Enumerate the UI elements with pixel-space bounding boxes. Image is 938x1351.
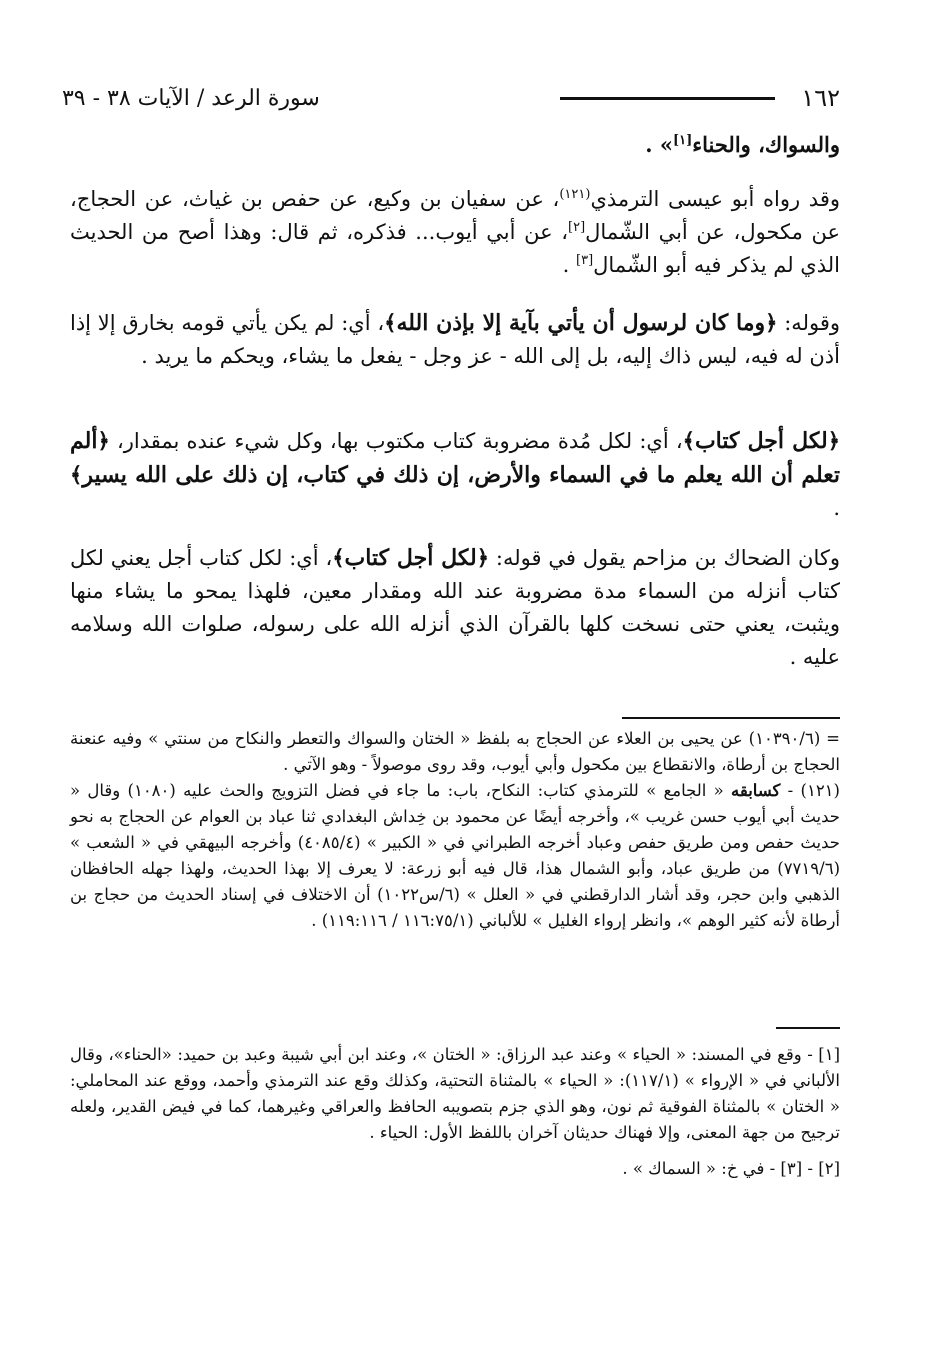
paragraph-2	[70, 306, 840, 373]
quran-close-bracket-icon: ﴾	[332, 545, 345, 570]
quran-quote: لكل أجل كتاب	[344, 545, 477, 571]
p1-text-a: وقد رواه أبو عيسى الترمذي	[590, 187, 840, 211]
footnotes-continued	[70, 726, 840, 934]
quran-quote: وما كان لرسول أن يأتي بآية إلا بإذن الله	[396, 310, 766, 336]
paragraph-0	[70, 128, 840, 161]
p0-text: والسواك، والحناء	[692, 132, 840, 157]
p4-rest: ، أي: لكل كتاب أجل يعني لكل كتاب أنزله من السماء مدة مضروبة عند الله ومقدار معين، فلهذا يمحو ما يشاء منها ويثبت، يعني حتى نسخت كلها بالقرآن الذي أنزله الله على رسوله، صلوات الله وسلامه عليه .	[70, 546, 840, 669]
p4-lead: وكان الضحاك بن مزاحم يقول في قوله:	[489, 546, 841, 570]
p2-lead: وقوله:	[777, 311, 840, 335]
footnote-divider-bottom	[776, 1027, 840, 1029]
footnote-ref-1[interactable]: [١]	[672, 133, 693, 148]
footnote-121-keyword: كسابقه	[731, 781, 781, 800]
quran-close-bracket-icon: ﴾	[682, 428, 695, 453]
quran-close-bracket-icon: ﴾	[70, 462, 83, 487]
p1-text-b: ، عن سفيان بن وكيع، عن حفص بن غياث، عن الحجاج، عن مكحول، عن أبي الشّمال	[70, 187, 840, 244]
quran-open-bracket-icon: ﴿	[97, 428, 110, 453]
footnote-ref-2[interactable]: [٢]	[568, 220, 586, 235]
quran-open-bracket-icon: ﴿	[476, 545, 489, 570]
p3-mid: ، أي: لكل مُدة مضروبة كتاب مكتوب بها، وكل شيء عنده بمقدار،	[109, 429, 683, 453]
page-header	[62, 78, 840, 118]
page-number: ١٦٢	[801, 84, 840, 112]
paragraph-1	[70, 183, 840, 282]
footnote-divider-top	[622, 717, 840, 719]
editor-notes	[70, 1042, 840, 1182]
p2-rest: ، أي: لم يكن يأتي قومه بخارق إلا إذا أذن له فيه، ليس ذاك إليه، بل إلى الله - عز وجل - يفعل ما يشاء، ويحكم ما يريد .	[70, 311, 840, 368]
p1-text-c: ، عن أبي أيوب... فذكره، ثم قال: وهذا أصح من الحديث الذي لم يذكر فيه أبو الشّمال	[70, 220, 840, 277]
quran-quote: ألم تعلم أن الله يعلم ما في السماء والأرض، إن ذلك في كتاب، إن ذلك على الله يسير	[70, 428, 840, 488]
footnote-ref-121[interactable]: (١٢١)	[559, 187, 591, 202]
header-rule	[560, 97, 776, 100]
quran-open-bracket-icon: ﴿	[827, 428, 840, 453]
running-title: سورة الرعد / الآيات ٣٨ - ٣٩	[61, 85, 320, 111]
paragraph-4	[70, 541, 840, 674]
footnote-121	[70, 778, 840, 934]
editor-note-1: [١] - وقع في المسند: « الحياء » وعند عبد الرزاق: « الختان »، وعند ابن أبي شيبة وعبد بن حميد: «الحناء»، وقال الألباني في « الإرواء » (١١٧/١): « الحياء » بالمثناة التحتية، وكذلك وقع عند الترمذي وأحمد، ووقع عند المحاملي: « الختان » بالمثناة الفوقية ثم نون، وهو الذي جزم بتصويبه الحافظ والعراقي وغيرهما، كما في فيض القدير، ولعله ترجيح من جهة المعنى، وإلا فهناك حديثان آخران باللفظ الأول: الحياء .	[70, 1045, 841, 1142]
footnote-121-number: (١٢١) -	[780, 781, 840, 800]
footnote-121-text: « الجامع » للترمذي كتاب: النكاح، باب: ما جاء في فضل التزويج والحث عليه (١٠٨٠) وقال « حديث أبي أيوب حسن غريب »، وأخرجه أيضًا عن محمود بن خِداش البغدادي ثنا عباد بن العوام عن الحجاج به نحو حديث حفص ومن طريق حفص وعباد أخرجه الطبراني في « الكبير » (٤٠٨٥/٤) وأخرجه البيهقي في « الشعب » (٧٧١٩/٦) من طريق عباد، وأبو الشمال هذا، قال فيه أبو زرعة: لا يعرف إلا بهذا الحديث، ولهذا جهله الحافظان الذهبي وابن حجر، وقد أشار الدارقطني في « العلل » (٦/س١٠٢٢) أن الاختلاف في إسناد الحديث من حجاج بن أرطاة لأنه كثير الوهم »، وانظر إرواء الغليل » للألباني (١١٦:٧٥/١ / ١١٩:١١٦) .	[70, 781, 840, 930]
footnote-continuation: = (١٠٣٩٠/٦) عن يحيى بن العلاء عن الحجاج به بلفظ « الختان والسواك والتعطر والنكاح من سنتي » وفيه عنعنة الحجاج بن أرطاة، والانقطاع بين مكحول وأبي أيوب، وقد روى موصولاً - وهو الآتي .	[70, 729, 840, 774]
p1-text-d: .	[562, 253, 577, 277]
quran-close-bracket-icon: ﴾	[384, 310, 397, 335]
quran-open-bracket-icon: ﴿	[765, 310, 778, 335]
p3-end: .	[833, 496, 840, 520]
p0-end: » .	[645, 132, 673, 157]
paragraph-3	[70, 424, 840, 525]
quran-quote: لكل أجل كتاب	[694, 428, 828, 454]
footnote-ref-3[interactable]: [٣]	[576, 253, 594, 268]
editor-note-2-3: [٢] - [٣] - في خ: « السماك » .	[622, 1159, 840, 1178]
